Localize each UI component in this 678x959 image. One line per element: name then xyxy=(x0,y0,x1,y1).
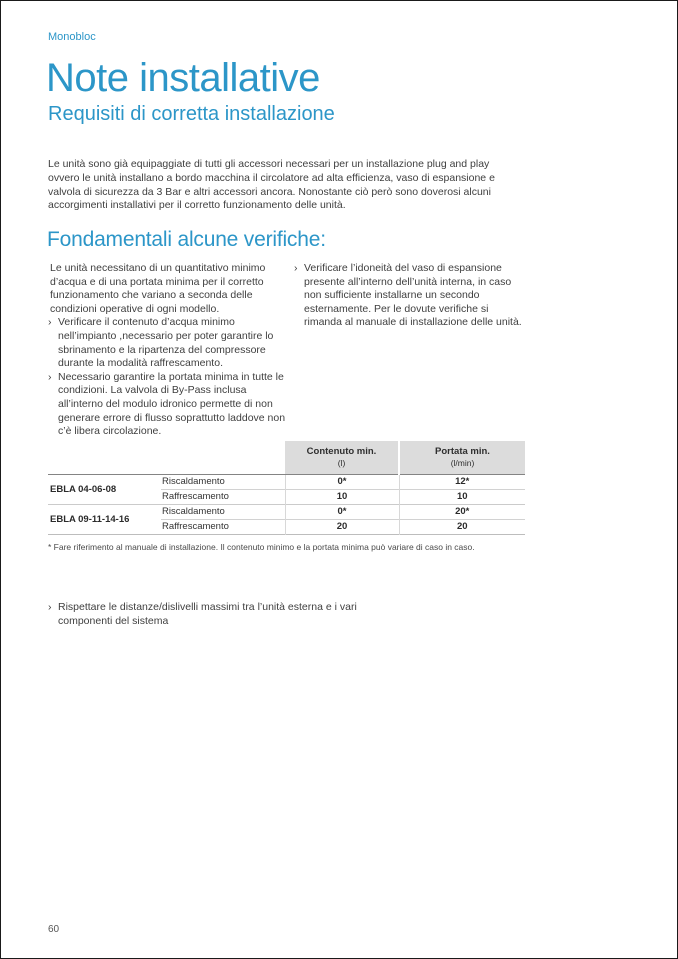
table-header-row xyxy=(48,441,525,474)
page-title: Note installative xyxy=(46,56,320,100)
page-subtitle: Requisiti di corretta installazione xyxy=(48,103,335,125)
mode-cell: Raffrescamento xyxy=(161,489,285,504)
mode-cell: Riscaldamento xyxy=(161,504,285,519)
eyebrow-label: Monobloc xyxy=(48,31,96,43)
bullet-marker-icon: › xyxy=(294,262,298,274)
col-header-portata xyxy=(399,441,525,474)
bullet-text: Verificare l’idoneità del vaso di espansione presente all’interno dell’unità interna, in caso non sufficiente installarne un secondo esternamente. Per le dovute verifiche si rimanda al manuale di installazione delle unità. xyxy=(304,262,522,329)
table-row xyxy=(48,504,525,519)
col-header-unit: (l) xyxy=(337,458,346,469)
col-header-title: Portata min. xyxy=(435,446,490,458)
verification-columns xyxy=(48,262,526,439)
list-item xyxy=(48,316,286,370)
col-header-contenuto xyxy=(285,441,399,474)
table-row xyxy=(48,474,525,489)
bullet-text: Rispettare le distanze/dislivelli massimi tra l’unità esterna e i vari componenti del sistema xyxy=(58,601,357,627)
portata-cell: 10 xyxy=(399,489,525,504)
distance-bullet-list xyxy=(48,601,378,628)
bullet-marker-icon: › xyxy=(48,370,52,383)
bullet-text: Verificare il contenuto d’acqua minimo nell’impianto ,necessario per poter garantire lo sbrinamento e la ripartenza del compressore durante la modalità raffrescamento. xyxy=(58,316,274,370)
right-bullet-list xyxy=(294,262,526,330)
left-column-lead: Le unità necessitano di un quantitativo minimo d’acqua e di una portata minima per il corretto funzionamento che variano a seconda delle condizioni operative di ogni modello. xyxy=(50,262,266,315)
model-cell: EBLA 04-06-08 xyxy=(48,474,161,504)
contenuto-cell: 0* xyxy=(285,504,399,519)
model-cell: EBLA 09-11-14-16 xyxy=(48,504,161,534)
bullet-marker-icon: › xyxy=(48,601,52,613)
contenuto-cell: 10 xyxy=(285,489,399,504)
contenuto-cell: 20 xyxy=(285,519,399,534)
section-heading: Fondamentali alcune verifiche: xyxy=(47,228,326,251)
list-item xyxy=(48,601,378,628)
portata-cell: 12* xyxy=(399,474,525,489)
mode-cell: Raffrescamento xyxy=(161,519,285,534)
portata-cell: 20* xyxy=(399,504,525,519)
list-item xyxy=(48,371,286,439)
mode-cell: Riscaldamento xyxy=(161,474,285,489)
min-water-content-flow-table xyxy=(48,441,525,535)
contenuto-cell: 0* xyxy=(285,474,399,489)
table-footnote: * Fare riferimento al manuale di installazione. Il contenuto minimo e la portata minima può variare di caso in caso. xyxy=(48,542,475,552)
col-header-unit: (l/min) xyxy=(450,458,475,469)
col-header-title: Contenuto min. xyxy=(306,446,377,458)
portata-cell: 20 xyxy=(399,519,525,534)
blank-header-cell xyxy=(48,441,285,474)
page-number: 60 xyxy=(48,924,60,935)
left-column xyxy=(48,262,286,439)
bullet-marker-icon: › xyxy=(48,316,52,329)
distance-note xyxy=(48,601,378,628)
left-bullet-list xyxy=(48,316,286,438)
bullet-text: Necessario garantire la portata minima in tutte le condizioni. La valvola di By-Pass inclusa all’interno del modulo idronico permette di non generare errore di flusso soprattutto laddove non c’è libera circolazione. xyxy=(58,370,286,438)
right-column xyxy=(294,262,526,439)
intro-paragraph: Le unità sono già equipaggiate di tutti gli accessori necessari per un installazione plug and play ovvero le unità installano a bordo macchina il circolatore ad alta efficienza, vaso di espansione e valvola di sicurezza da 3 Bar e altri accessori ancora. Nonostante ciò però sono doverosi alcuni accorgimenti installativi per il corretto funzionamento delle unità. xyxy=(48,158,495,212)
list-item xyxy=(294,262,526,330)
